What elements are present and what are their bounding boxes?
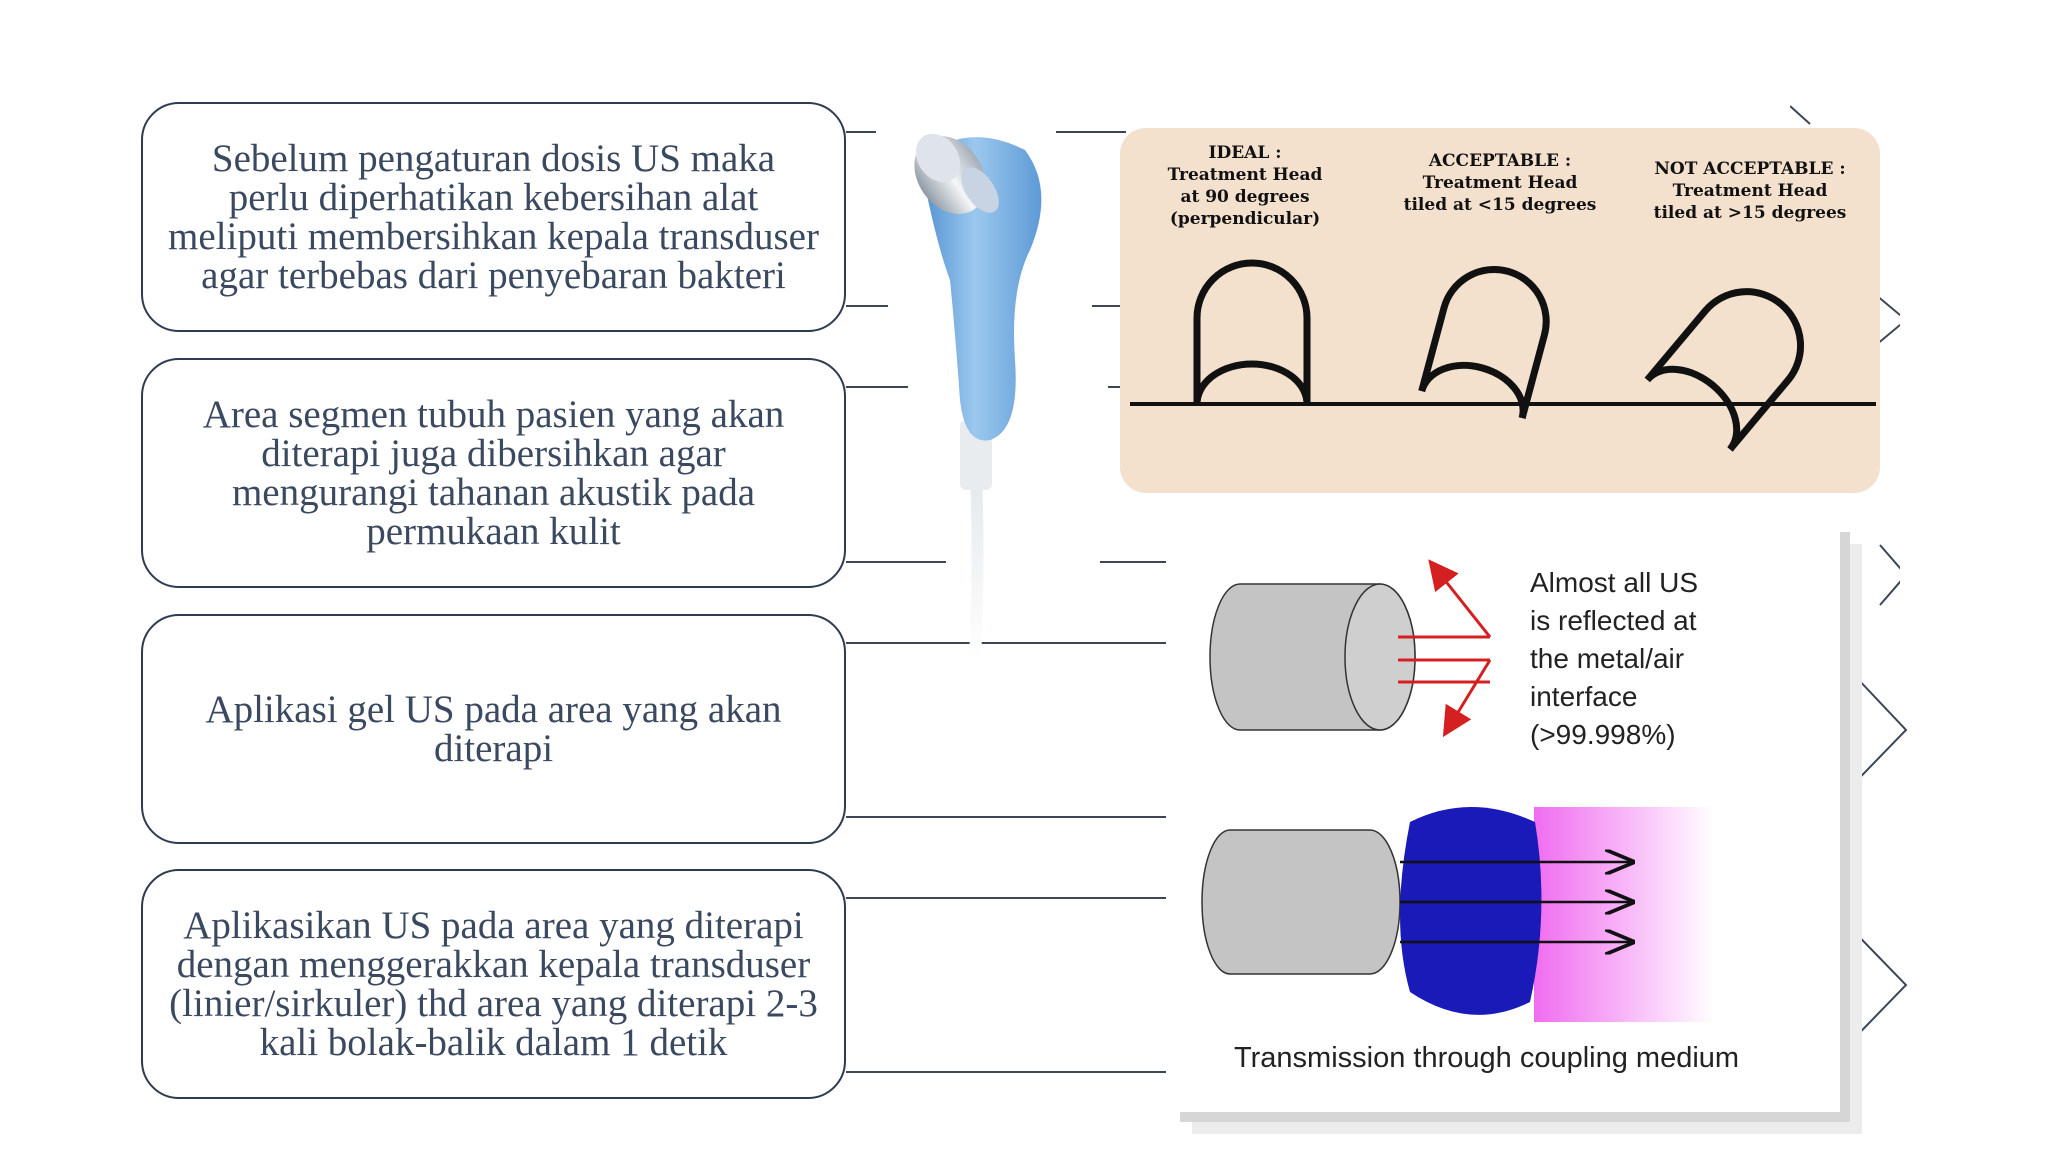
acceptable-title: ACCEPTABLE : xyxy=(1428,151,1572,171)
connector-line xyxy=(1100,561,1166,563)
note-line: is reflected at xyxy=(1530,605,1697,636)
ideal-line2: at 90 degrees xyxy=(1180,187,1310,207)
step-box-2 xyxy=(141,358,846,588)
not-acceptable-title: NOT ACCEPTABLE : xyxy=(1654,159,1846,179)
step-box-1 xyxy=(141,102,846,332)
step-box-4 xyxy=(141,869,846,1099)
ultrasound-device-image xyxy=(880,100,1080,700)
ideal-line3: (perpendicular) xyxy=(1169,209,1321,229)
connector-line xyxy=(1092,305,1122,307)
acceptable-line1: Treatment Head xyxy=(1422,173,1578,193)
step-text: Aplikasi gel US pada area yang akan diterapi xyxy=(205,688,782,770)
ideal-title: IDEAL : xyxy=(1208,143,1282,163)
reflection-transmission-diagram xyxy=(1170,522,1840,1112)
transmission-caption: Transmission through coupling medium xyxy=(1234,1042,1740,1074)
note-line: Almost all US xyxy=(1530,567,1699,598)
connector-line xyxy=(846,1071,1166,1073)
connector-line xyxy=(846,897,1166,899)
step-box-3 xyxy=(141,614,846,844)
note-line: the metal/air xyxy=(1530,643,1685,674)
ideal-line1: Treatment Head xyxy=(1167,165,1323,185)
note-line: interface xyxy=(1530,681,1638,712)
not-acceptable-line1: Treatment Head xyxy=(1672,181,1828,201)
step-text: Aplikasikan US pada area yang diterapi dengan menggerakkan kepala transduser (linier/sirkuler) thd area yang diterapi 2-3 kali bolak-balik dalam 1 detik xyxy=(169,904,818,1064)
connector-line xyxy=(846,816,1166,818)
coupling-medium-panel xyxy=(1170,522,1840,1112)
step-text: Area segmen tubuh pasien yang akan diterapi juga dibersihkan agar mengurangi tahanan akustik pada permukaan kulit xyxy=(202,393,785,553)
connector-line xyxy=(846,131,876,133)
reflection-note xyxy=(1530,564,1698,754)
treatment-head-angles-diagram xyxy=(1120,128,1880,493)
treatment-angle-panel xyxy=(1120,128,1880,493)
note-line: (>99.998%) xyxy=(1530,719,1676,750)
step-text: Sebelum pengaturan dosis US maka perlu diperhatikan kebersihan alat meliputi membersihkan kepala transduser agar terbebas dari penyebaran bakteri xyxy=(168,137,819,297)
chevron-right-icon xyxy=(1830,650,1910,1070)
acceptable-line2: tiled at <15 degrees xyxy=(1403,195,1597,215)
not-acceptable-line2: tiled at >15 degrees xyxy=(1653,203,1847,223)
